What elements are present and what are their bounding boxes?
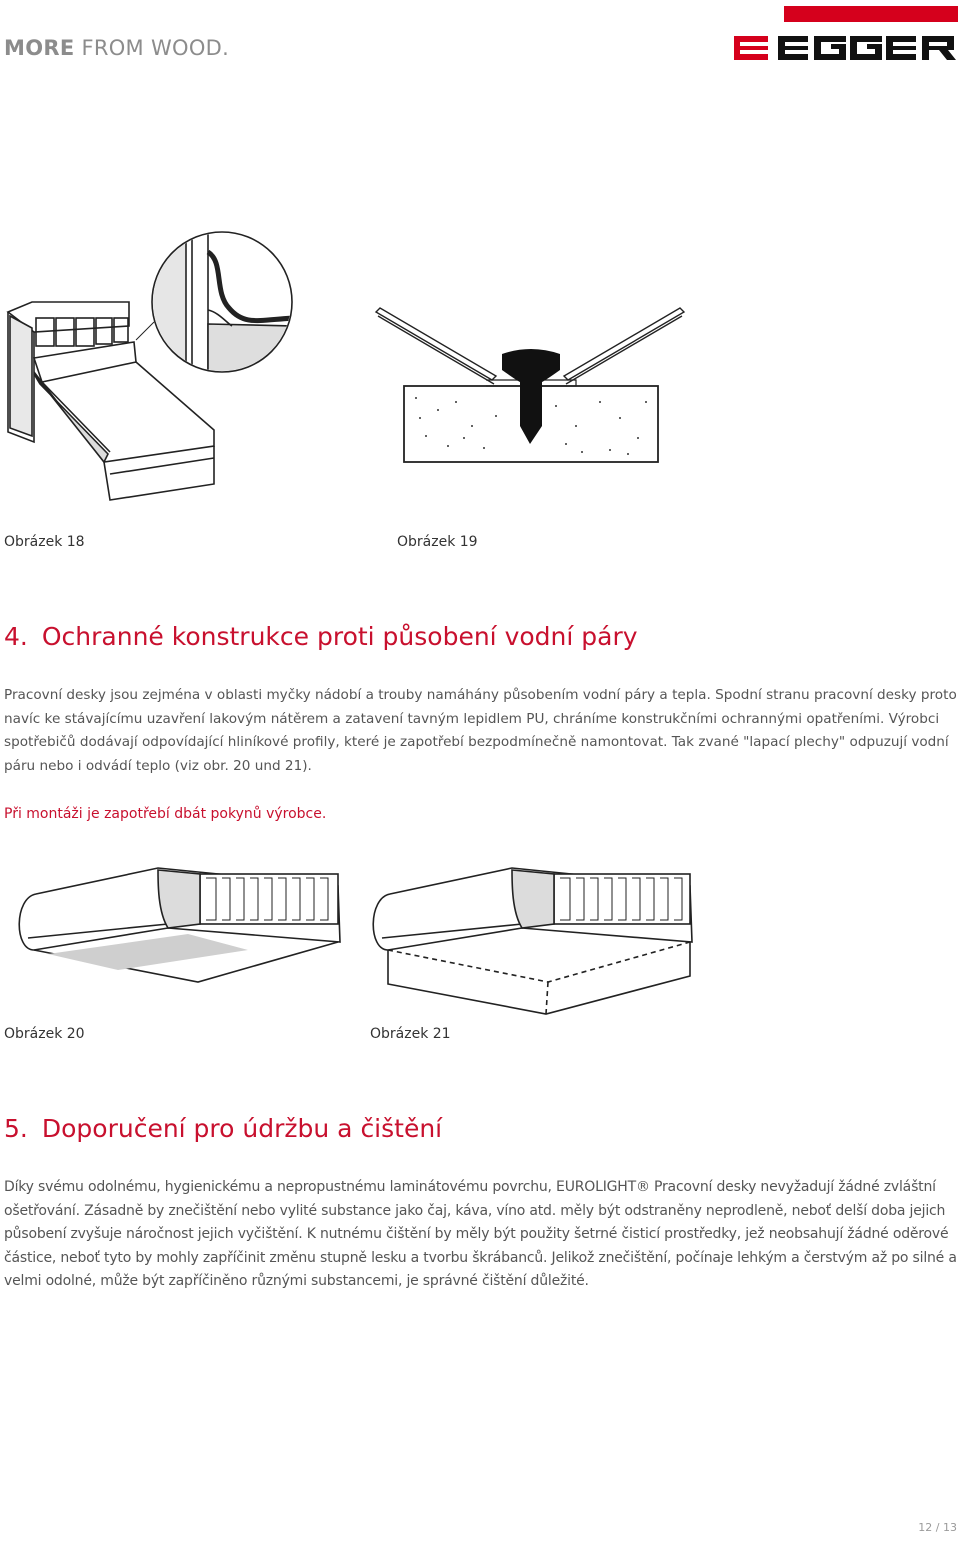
figure-21-caption: Obrázek 21 bbox=[370, 1026, 451, 1042]
section-5-paragraph: Díky svému odolnému, hygienickému a nepropustnému laminátovému povrchu, EUROLIGHT® Pracovní desky nevyžadují žádné zvláštní ošetřování. Zásadně by znečištění nebo vylité substance jako čaj, káva, víno atd. měly být odstraněny neprodleně, neboť delší doba jejich působení zvyšuje náročnost jejich vyčištění. K nutnému čištění by měly být použity šetrné čisticí prostředky, jež neobsahují žádné oděrové částice, neboť tyto by mohly zapříčinit změnu stupně lesku a tvorbu škrábanců. Jelikož znečištění, počínaje lehkým a čerstvým až po silné a velmi odolné, může být zapříčiněno různými substancemi, je správné čištění důležité. bbox=[4, 1179, 957, 1289]
section-4-note: Při montáži je zapotřebí dbát pokynů výrobce. bbox=[4, 806, 327, 822]
section-5-number: 5. bbox=[4, 1114, 28, 1143]
figure-19-caption: Obrázek 19 bbox=[397, 534, 478, 550]
section-5-heading bbox=[4, 1114, 442, 1143]
figure-20-drawing bbox=[8, 864, 344, 1024]
figure-18-caption: Obrázek 18 bbox=[4, 534, 85, 550]
egger-logo bbox=[734, 4, 960, 62]
logo-text: EGGER bbox=[734, 4, 738, 5]
section-4-number: 4. bbox=[4, 622, 28, 651]
figure-20-caption: Obrázek 20 bbox=[4, 1026, 85, 1042]
section-5-title: Doporučení pro údržbu a čištění bbox=[41, 1114, 443, 1143]
figure-21-drawing bbox=[362, 864, 696, 1024]
figure-18-drawing bbox=[4, 232, 304, 504]
section-4-paragraph: Pracovní desky jsou zejména v oblasti myčky nádobí a trouby namáhány působením vodní páry a tepla. Spodní stranu pracovní desky proto navíc ke stávajícímu uzavření lakovým nátěrem a zatavení tavným lepidlem PU, chráníme konstrukčními ochrannými opatřeními. Výrobci spotřebičů dodávají odpovídající hliníkové profily, které je zapotřebí bezpodmínečně namontovat. Tak zvané "lapací plechy" odpuzují vodní páru nebo i odvádí teplo (viz obr. 20 und 21). bbox=[4, 687, 957, 774]
page-number: 12 / 13 bbox=[918, 1521, 957, 1534]
tagline: MORE FROM WOOD. bbox=[4, 36, 230, 60]
section-4-title: Ochranné konstrukce proti působení vodní páry bbox=[41, 622, 638, 651]
figure-19-drawing bbox=[376, 306, 686, 466]
section-4-heading bbox=[4, 622, 638, 651]
